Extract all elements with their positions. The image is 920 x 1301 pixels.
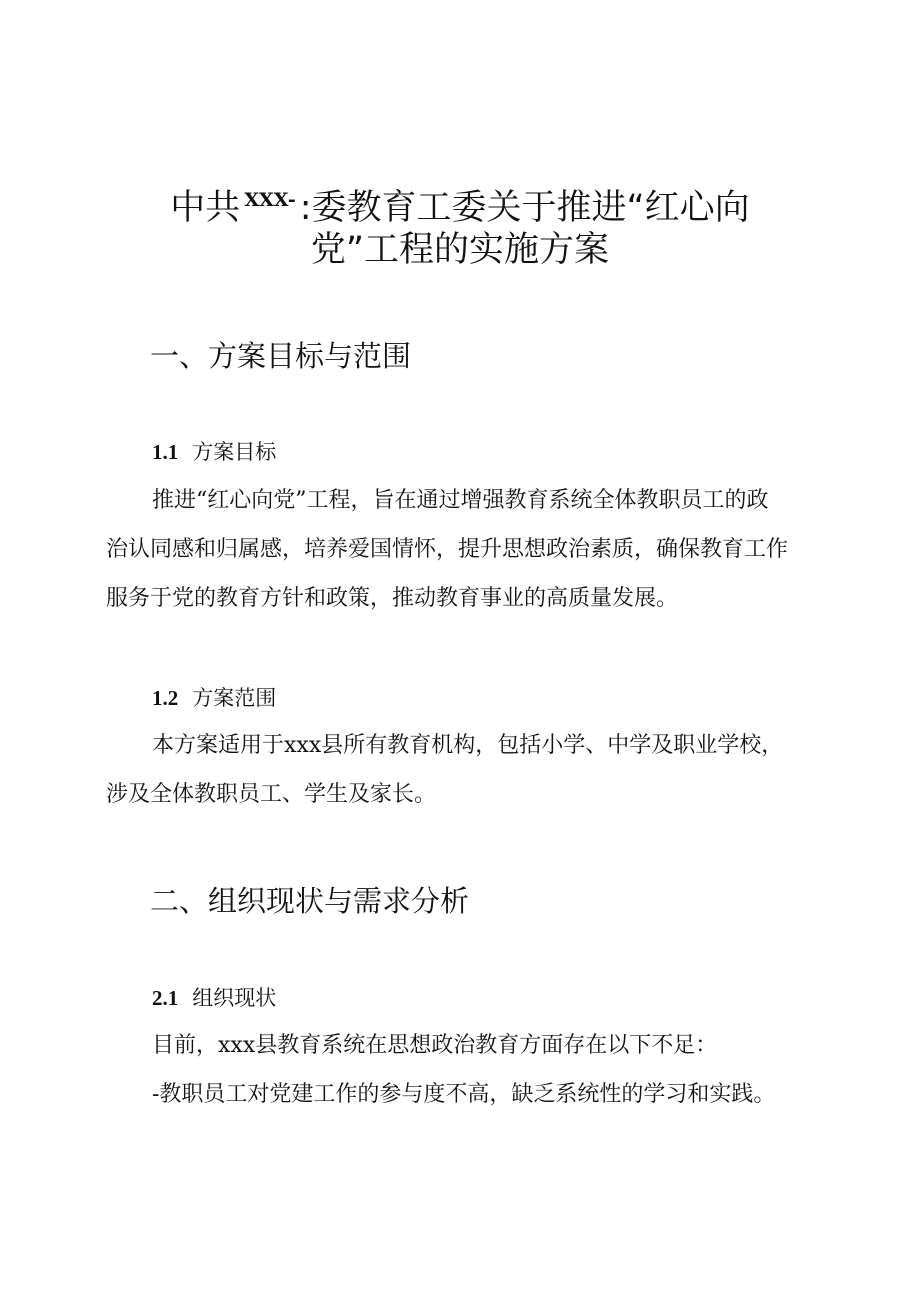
subsection-heading-2-1 [152, 983, 276, 1013]
subsection-number: 1.2 [152, 686, 179, 710]
paragraph-line: -教职员工对党建工作的参与度不高，缺乏系统性的学习和实践。 [152, 1082, 776, 1107]
paragraph-scope [106, 721, 826, 819]
subsection-title: 组织现状 [192, 986, 277, 1010]
subsection-title: 方案目标 [192, 440, 277, 464]
paragraph-line: 治认同感和归属感，培养爱国情怀，提升思想政治素质，确保教育工作 [106, 537, 789, 562]
paragraph-goal [106, 476, 826, 623]
paragraph-line: 涉及全体教职员工、学生及家长。 [106, 782, 437, 807]
paragraph-line: 本方案适用于xxx县所有教育机构，包括小学、中学及职业学校， [152, 733, 784, 758]
paragraph-line: 目前，xxx县教育系统在思想政治教育方面存在以下不足： [152, 1033, 718, 1058]
paragraph-current-status [106, 1021, 826, 1119]
title-part-1: 中共 [170, 188, 241, 228]
subsection-heading-1-1 [152, 437, 276, 467]
paragraph-line: 推进“红心向党”工程，旨在通过增强教育系统全体教职员工的政 [152, 488, 769, 513]
section-heading-2: 二、组织现状与需求分析 [150, 884, 470, 918]
title-part-3: :委教育工委关于推进“红心向 [299, 188, 750, 228]
subsection-title: 方案范围 [192, 686, 277, 710]
subsection-number: 1.1 [152, 440, 179, 464]
subsection-heading-1-2 [152, 683, 276, 713]
paragraph-line: 服务于党的教育方针和政策，推动教育事业的高质量发展。 [106, 586, 679, 611]
subsection-number: 2.1 [152, 986, 179, 1010]
title-placeholder: XXX- [244, 189, 296, 211]
section-heading-1: 一、方案目标与范围 [150, 339, 412, 373]
document-title-line-2: 党”工程的实施方案 [310, 230, 610, 270]
